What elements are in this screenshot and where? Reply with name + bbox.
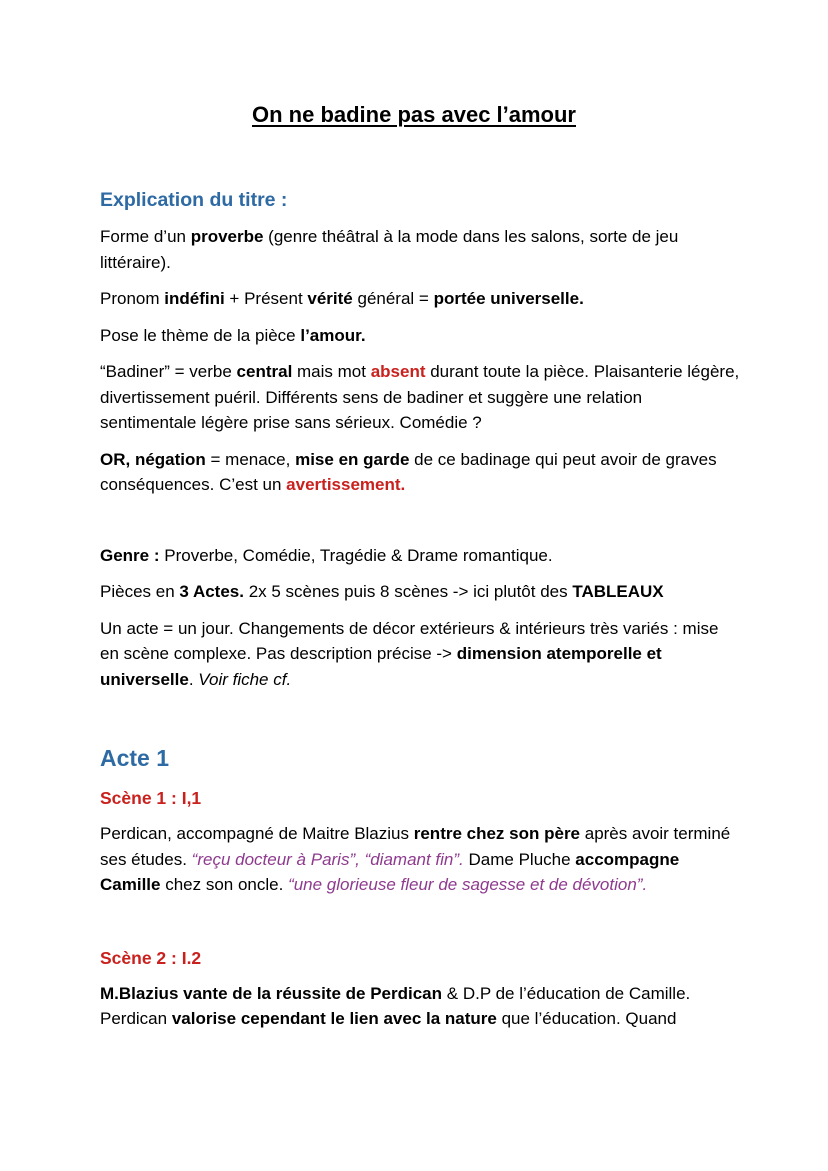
text: Forme d’un [100, 227, 191, 246]
paragraph-theme [100, 323, 740, 349]
text: Dame Pluche [463, 849, 576, 869]
paragraph-acte-jour [100, 616, 740, 693]
bold-text: OR, négation [100, 449, 206, 469]
bold-text: indéfini [164, 289, 225, 308]
paragraph-scene-2 [100, 981, 740, 1032]
text: que l’éducation. Quand [496, 1009, 677, 1028]
text: . [188, 669, 199, 689]
bold-text: proverbe [190, 227, 264, 246]
document-body [100, 186, 740, 1043]
paragraph-actes [100, 579, 740, 605]
highlight-text: avertissement. [286, 475, 406, 494]
section-heading-explication: Explication du titre : [100, 189, 288, 211]
paragraph-scene-1 [100, 821, 740, 898]
bold-text: l’amour. [300, 325, 366, 345]
spacer [100, 703, 740, 743]
bold-text: portée universelle. [433, 289, 584, 308]
italic-text: Voir fiche cf. [198, 669, 292, 689]
page-title: On ne badine pas avec l’amour [252, 102, 576, 127]
text: (genre théâtral à la mode dans les salons, sorte de jeu littéraire). [100, 227, 679, 272]
bold-text: rentre chez son père [413, 824, 581, 843]
text: Pièces en [100, 582, 180, 601]
text: général = [352, 289, 434, 308]
text: durant toute la pièce. Plaisanterie légère, divertissement puéril. Différents sens de badiner et suggère une relation sentimentale légère prise sans sérieux. Comédie ? [100, 362, 740, 432]
bold-text: accompagne Camille [100, 849, 680, 894]
text: Proverbe, Comédie, Tragédie & Drame romantique. [159, 545, 553, 565]
scene-heading-1: Scène 1 : I,1 [100, 788, 202, 808]
text: mais mot [292, 362, 371, 381]
text: & D.P de l’éducation de Camille. Perdican [100, 983, 691, 1028]
text: Pose le thème de la pièce [100, 325, 301, 345]
text: de ce badinage qui peut avoir de graves conséquences. C’est un [100, 449, 717, 494]
text: 2x 5 scènes puis 8 scènes -> ici plutôt des [243, 582, 573, 601]
text: Pronom [100, 289, 165, 308]
scene-heading-2: Scène 2 : I.2 [100, 947, 202, 968]
quote-text: “reçu docteur à Paris”, “diamant fin”. [191, 849, 464, 869]
bold-text: Genre : [100, 545, 160, 565]
text: “Badiner” = verbe [100, 362, 237, 381]
paragraph-genre [100, 543, 740, 569]
text: chez son oncle. [160, 875, 289, 894]
text: + Présent [224, 289, 308, 308]
bold-text: 3 Actes. [179, 582, 244, 601]
text: Un acte = un jour. Changements de décor extérieurs & intérieurs très variés : mise en scène complexe. Pas description précise -> [100, 618, 719, 663]
paragraph-badiner [100, 359, 740, 436]
quote-text: “une glorieuse fleur de sagesse et de dévotion”. [288, 875, 648, 894]
text: = menace, [205, 449, 296, 469]
bold-text: TABLEAUX [572, 582, 664, 601]
highlight-text: absent [370, 362, 426, 381]
bold-text: mise en garde [295, 449, 410, 469]
spacer [100, 509, 740, 543]
bold-text: M.Blazius vante de la réussite de Perdican [100, 983, 443, 1003]
acte-heading: Acte 1 [100, 745, 170, 771]
paragraph-proverbe [100, 224, 740, 275]
text: après avoir terminé ses études. [100, 824, 731, 869]
text: Perdican, accompagné de Maitre Blazius [100, 824, 414, 843]
bold-text: central [236, 362, 293, 381]
bold-text: valorise cependant le lien avec la nature [171, 1009, 497, 1028]
paragraph-negation [100, 447, 740, 498]
spacer [100, 909, 740, 945]
bold-text: dimension atemporelle et universelle [100, 644, 662, 689]
paragraph-pronom [100, 286, 740, 312]
bold-text: vérité [307, 289, 353, 308]
